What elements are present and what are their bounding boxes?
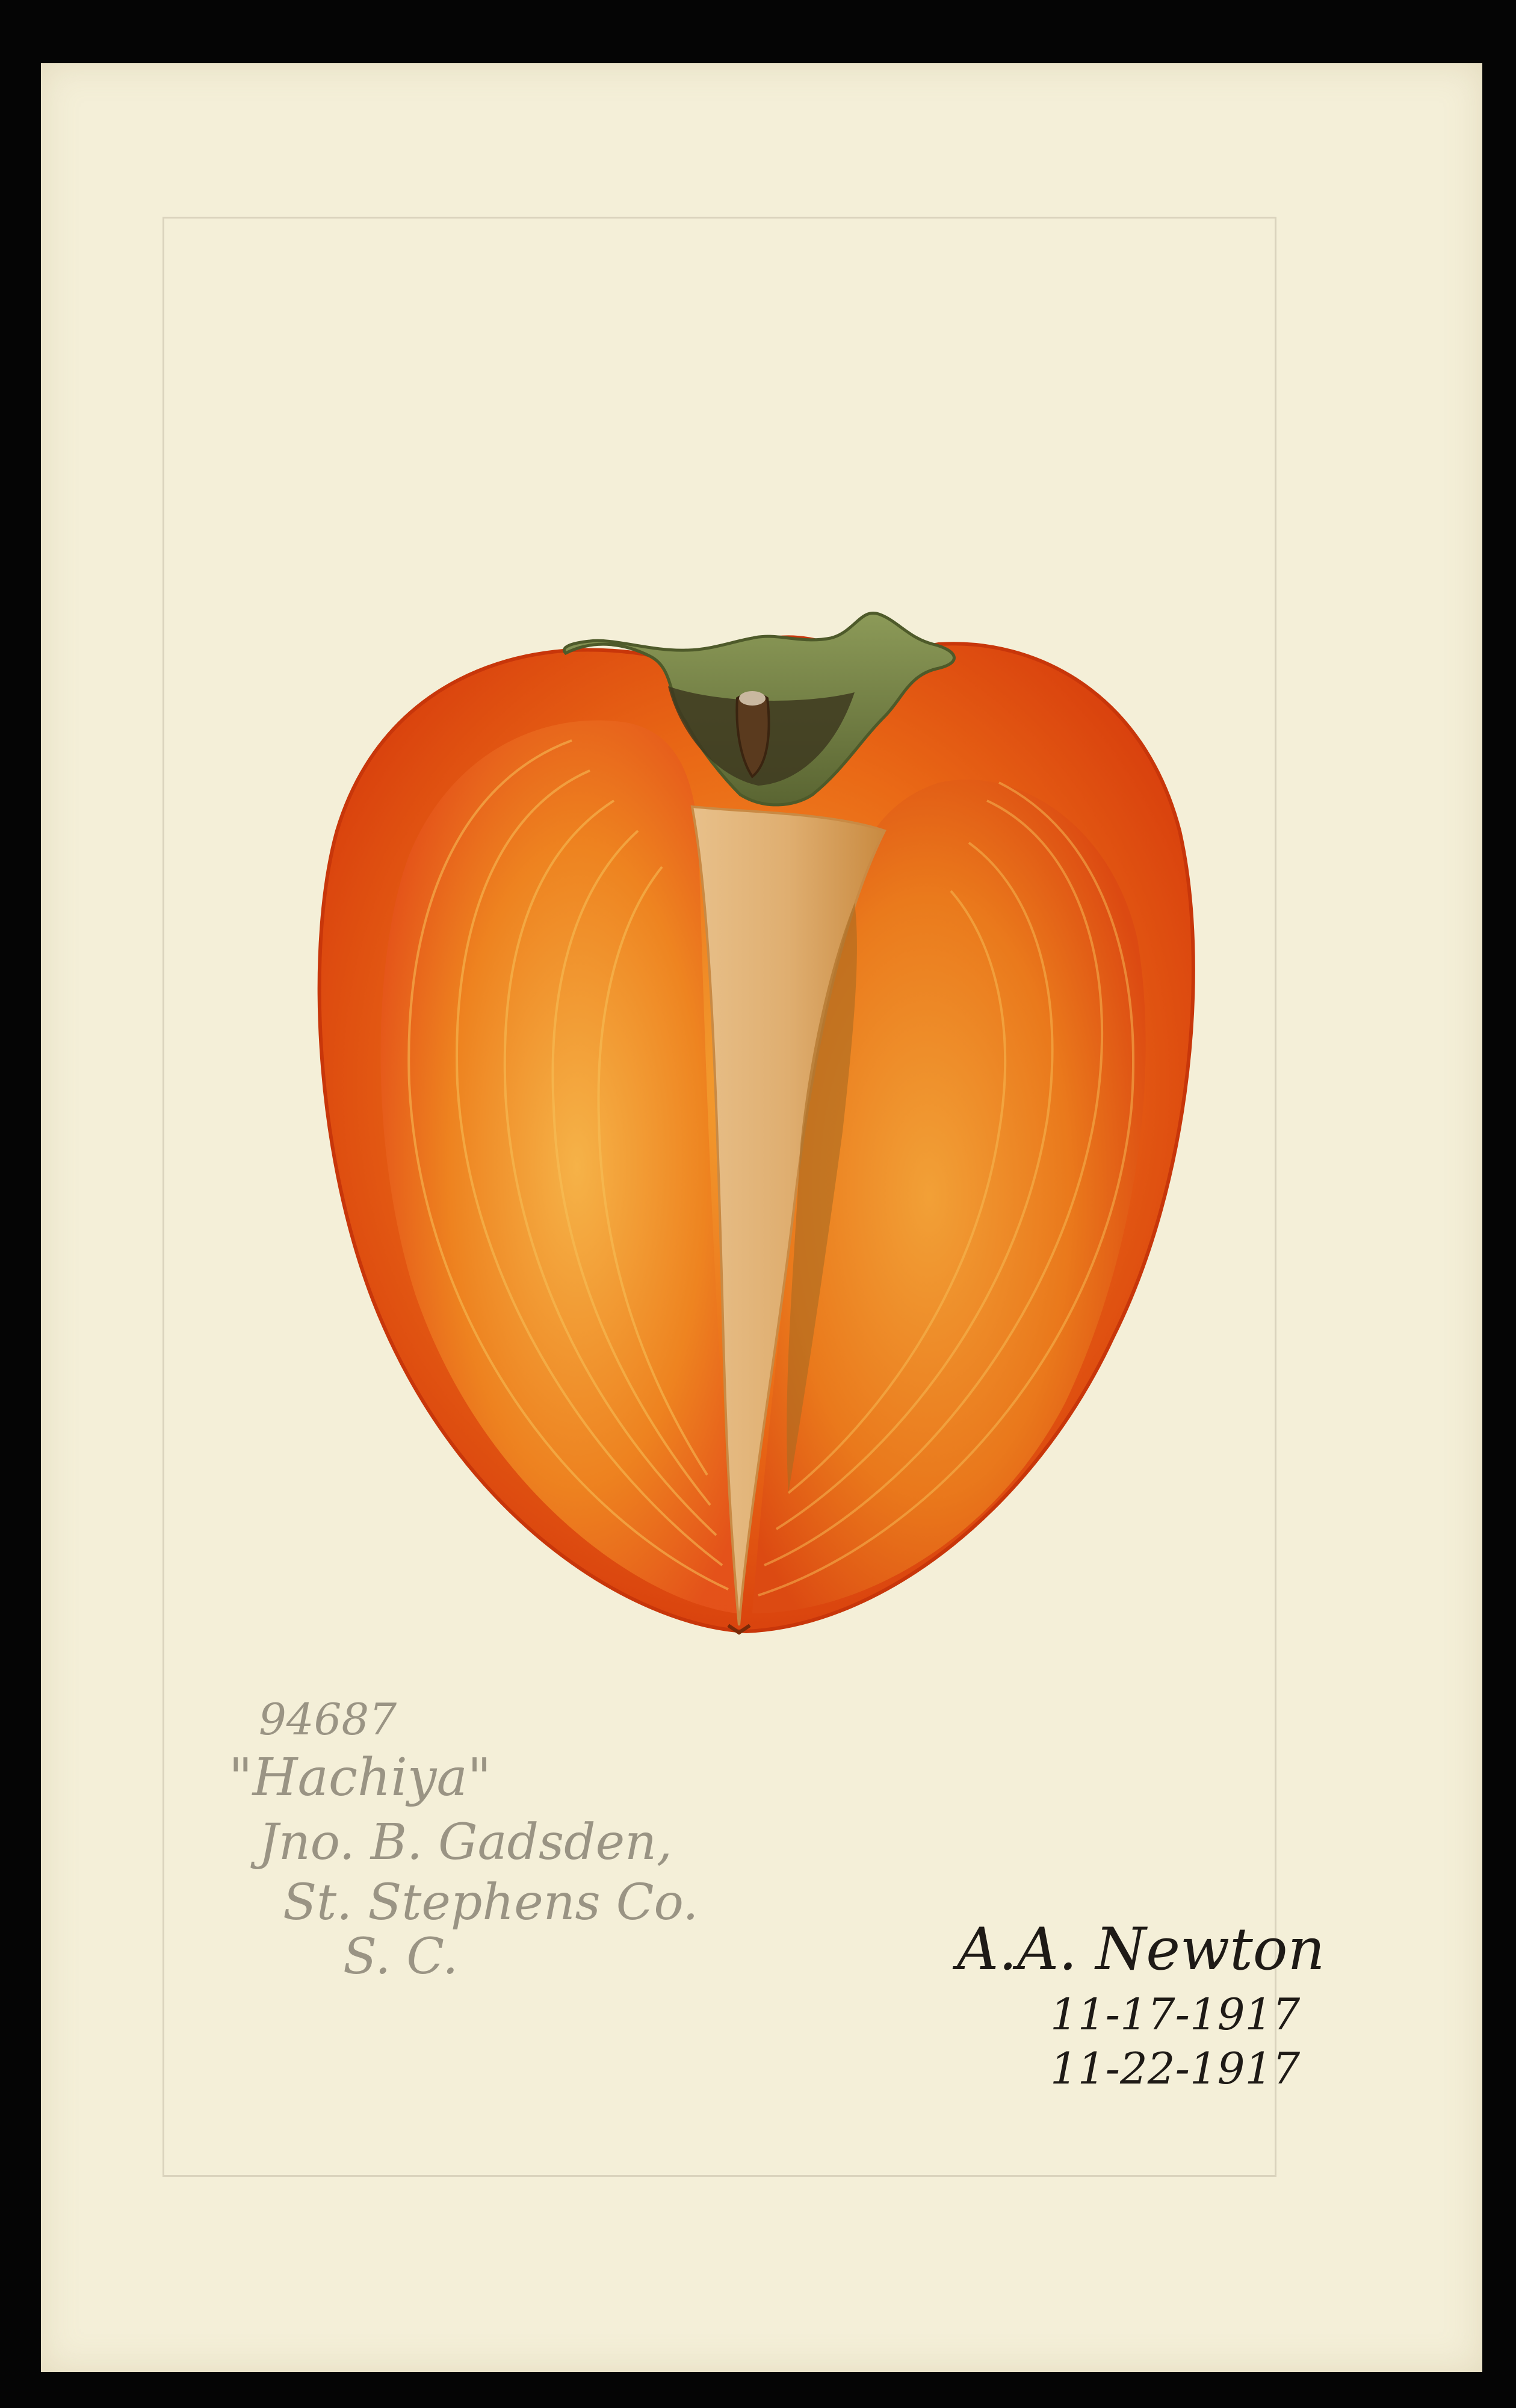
state: S. C.	[343, 1928, 459, 1985]
date-1: 11-17-1917	[1050, 1989, 1301, 2040]
variety-name: "Hachiya"	[229, 1748, 492, 1808]
artist-signature: A.A. Newton	[957, 1916, 1325, 1983]
date-2: 11-22-1917	[1050, 2043, 1301, 2094]
stem-tip	[739, 691, 766, 706]
accession-number: 94687	[259, 1694, 397, 1745]
locality: St. Stephens Co.	[283, 1874, 699, 1931]
grower-name: Jno. B. Gadsden,	[259, 1814, 672, 1871]
